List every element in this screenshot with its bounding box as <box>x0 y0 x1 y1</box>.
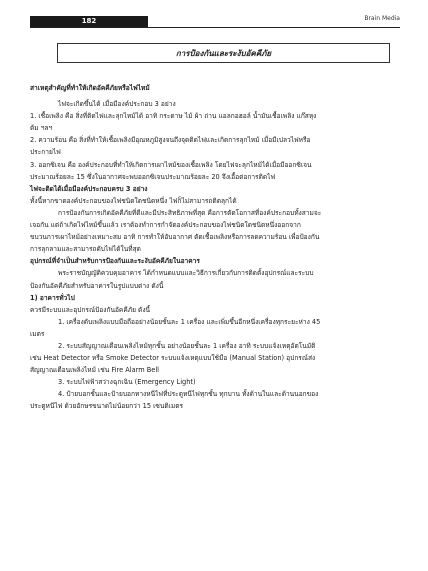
paragraph: เจอกัน แต่ถ้าเกิดไฟไหม้ขึ้นแล้ว เราต้องทำการกำจัดองค์ประกอบของไฟชนิดใดชนิดหนึ่งออกจาก <box>30 221 301 230</box>
paragraph: การลุกลามและสามารถดับไฟได้ในที่สุด <box>30 245 141 254</box>
paragraph: 3. ออกซิเจน คือ องค์ประกอบที่ทำให้เกิดการเผาไหม้ของเชื้อเพลิง โดยไฟจะลุกไหม้ได้เมื่อมีออกซิเจน <box>30 160 312 169</box>
paragraph: ขบวนการเผาไหม้อย่างเหมาะสม อาทิ การทำให้อับอากาศ ตัดเชื้อเพลิงหรือการลดความร้อน เพื่อป้องกัน <box>30 233 320 242</box>
paragraph: ควรมีระบบและอุปกรณ์ป้องกันอัคคีภัย ดังนี้ <box>30 305 151 314</box>
list-item: เช่น Heat Detector หรือ Smoke Detector ระบบแจ้งเหตุแบบใช้มือ (Manual Station) อุปกรณ์ส่ง <box>30 354 316 363</box>
list-item: 2. ระบบสัญญาณเตือนเพลิงไหม้ทุกชั้น อย่างน้อยชั้นละ 1 เครื่อง อาทิ ระบบแจ้งเหตุอัตโนมัติ <box>58 341 316 350</box>
paragraph: ประมาณร้อยละ 15 ซึ่งในอากาศจะพบออกซิเจนประมาณร้อยละ 20 จึงเอื้อต่อการติดไฟ <box>30 172 276 181</box>
page-number: 182 <box>30 16 148 27</box>
body-text <box>30 82 402 413</box>
list-item: 4. ป้ายบอกชั้นและป้ายบอกทางหนีไฟที่ประตูหนีไฟทุกชั้น ทุกบาน ทั้งด้านในและด้านนอกของ <box>58 390 319 399</box>
list-item: สัญญาณเตือนเพลิงไหม้ เช่น Fire Alarm Bell <box>30 366 159 375</box>
paragraph: การป้องกันการเกิดอัคคีภัยที่ดีและมีประสิทธิภาพที่สุด คือการตัดโอกาสที่องค์ประกอบทั้งสามจะ <box>58 208 322 217</box>
section-heading-equipment: อุปกรณ์ที่จำเป็นสำหรับการป้องกันและระงับอัคคีภัยในอาคาร <box>30 257 200 266</box>
paragraph: ต้ม ฯลฯ <box>30 124 53 133</box>
paragraph: ป้องกันอัคคีภัยสำหรับอาคารในรูปแบบต่าง ดังนี้ <box>30 281 164 290</box>
paragraph: ทั้งนี้หากขาดองค์ประกอบของไฟชนิดใดชนิดหนึ่ง ไฟก็ไม่สามารถติดลุกได้ <box>30 196 237 205</box>
list-item: 3. ระบบไฟฟ้าสว่างฉุกเฉิน (Emergency Light) <box>58 378 196 387</box>
paragraph: ไฟจะเกิดขึ้นได้ เมื่อมีองค์ประกอบ 3 อย่าง <box>58 100 176 109</box>
publisher-name: Brain Media <box>364 15 400 22</box>
chapter-title: การป้องกันและระงับอัคคีภัย <box>57 43 390 63</box>
paragraph: 1. เชื้อเพลิง คือ สิ่งที่ติดไฟและลุกไหม้ได้ อาทิ กระดาษ ไม้ ผ้า ถ่าน แอลกอฮอล์ น้ำมันเชื้อเพลิง แก๊สหุง <box>30 112 317 121</box>
paragraph: 2. ความร้อน คือ สิ่งที่ทำให้เชื้อเพลิงมีอุณหภูมิสูงจนถึงจุดติดไฟและเกิดการลุกไหม้ เมื่อมีเปลวไฟหรือ <box>30 136 311 145</box>
paragraph: พระราชบัญญัติควบคุมอาคาร ได้กำหนดแบบและวิธีการเกี่ยวกับการติดตั้งอุปกรณ์และระบบ <box>58 269 314 278</box>
list-item: 1. เครื่องดับเพลิงแบบมือถืออย่างน้อยชั้นละ 1 เครื่อง และเพิ่มขึ้นอีกหนึ่งเครื่องทุกระยะห่าง 45 <box>58 317 321 326</box>
section-heading-causes: สาเหตุสำคัญที่ทำให้เกิดอัคคีภัยหรือไฟไหม้ <box>30 84 150 92</box>
section-heading-fire: ไฟจะติดได้เมื่อมีองค์ประกอบครบ 3 อย่าง <box>30 184 148 193</box>
paragraph: ประกายไฟ <box>30 148 61 157</box>
section-heading-general: 1) อาคารทั่วไป <box>30 293 75 302</box>
list-item: ประตูหนีไฟ ด้วยอักษรขนาดไม่น้อยกว่า 15 เซนติเมตร <box>30 402 184 411</box>
list-item: เมตร <box>30 329 45 338</box>
